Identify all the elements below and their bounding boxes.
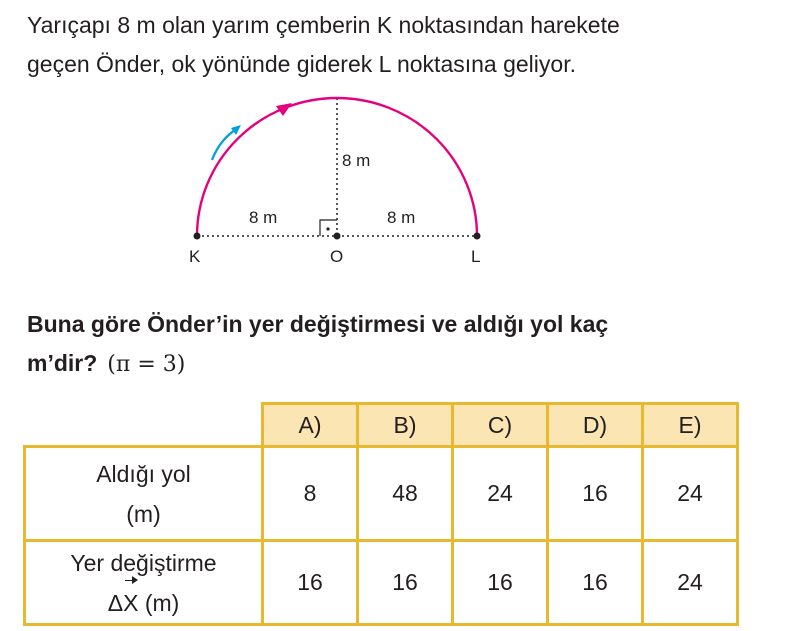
question-line-1: Buna göre Önder’in yer değiştirmesi ve aldığı yol kaç bbox=[27, 311, 609, 337]
displacement-value-a: 16 bbox=[263, 541, 358, 625]
distance-row bbox=[25, 447, 738, 541]
distance-value-a: 8 bbox=[263, 447, 358, 541]
answer-header-row bbox=[25, 404, 738, 447]
answer-table bbox=[23, 402, 739, 626]
option-a-header[interactable]: A) bbox=[263, 404, 358, 447]
table-corner bbox=[25, 404, 263, 447]
semicircle-figure bbox=[0, 0, 800, 300]
option-d-header[interactable]: D) bbox=[548, 404, 643, 447]
right-radius-label: 8 m bbox=[387, 208, 416, 227]
option-b-header[interactable]: B) bbox=[358, 404, 453, 447]
displacement-value-b: 16 bbox=[358, 541, 453, 625]
problem-line-1: Yarıçapı 8 m olan yarım çemberin K noktasından harekete bbox=[27, 12, 620, 38]
point-o-dot bbox=[334, 233, 341, 240]
question-text bbox=[27, 305, 787, 384]
pi-note: (π = 3) bbox=[107, 352, 186, 377]
point-l-dot bbox=[474, 233, 481, 240]
point-k-dot bbox=[194, 233, 201, 240]
vector-x: X bbox=[123, 583, 138, 623]
displacement-value-e: 24 bbox=[643, 541, 738, 625]
displacement-value-d: 16 bbox=[548, 541, 643, 625]
distance-value-c: 24 bbox=[453, 447, 548, 541]
distance-value-e: 24 bbox=[643, 447, 738, 541]
question-line-2: m’dir? bbox=[27, 350, 98, 376]
displacement-row bbox=[25, 541, 738, 625]
left-radius-label: 8 m bbox=[249, 208, 278, 227]
vertical-radius-label: 8 m bbox=[342, 151, 371, 170]
delta-symbol: Δ bbox=[107, 589, 124, 616]
option-c-header[interactable]: C) bbox=[453, 404, 548, 447]
displacement-value-c: 16 bbox=[453, 541, 548, 625]
direction-arrowhead bbox=[231, 125, 241, 135]
distance-value-d: 16 bbox=[548, 447, 643, 541]
distance-row-label: Aldığı yol (m) bbox=[25, 447, 263, 541]
point-o-label: O bbox=[330, 247, 344, 266]
point-l-label: L bbox=[471, 247, 481, 266]
displacement-unit: (m) bbox=[144, 589, 180, 616]
point-k-label: K bbox=[189, 247, 201, 266]
distance-value-b: 48 bbox=[358, 447, 453, 541]
displacement-row-label: Yer değiştirme ΔX (m) bbox=[25, 541, 263, 625]
option-e-header[interactable]: E) bbox=[643, 404, 738, 447]
problem-line-2: geçen Önder, ok yönünde giderek L noktasına geliyor. bbox=[27, 51, 576, 77]
right-angle-dot bbox=[326, 227, 329, 230]
